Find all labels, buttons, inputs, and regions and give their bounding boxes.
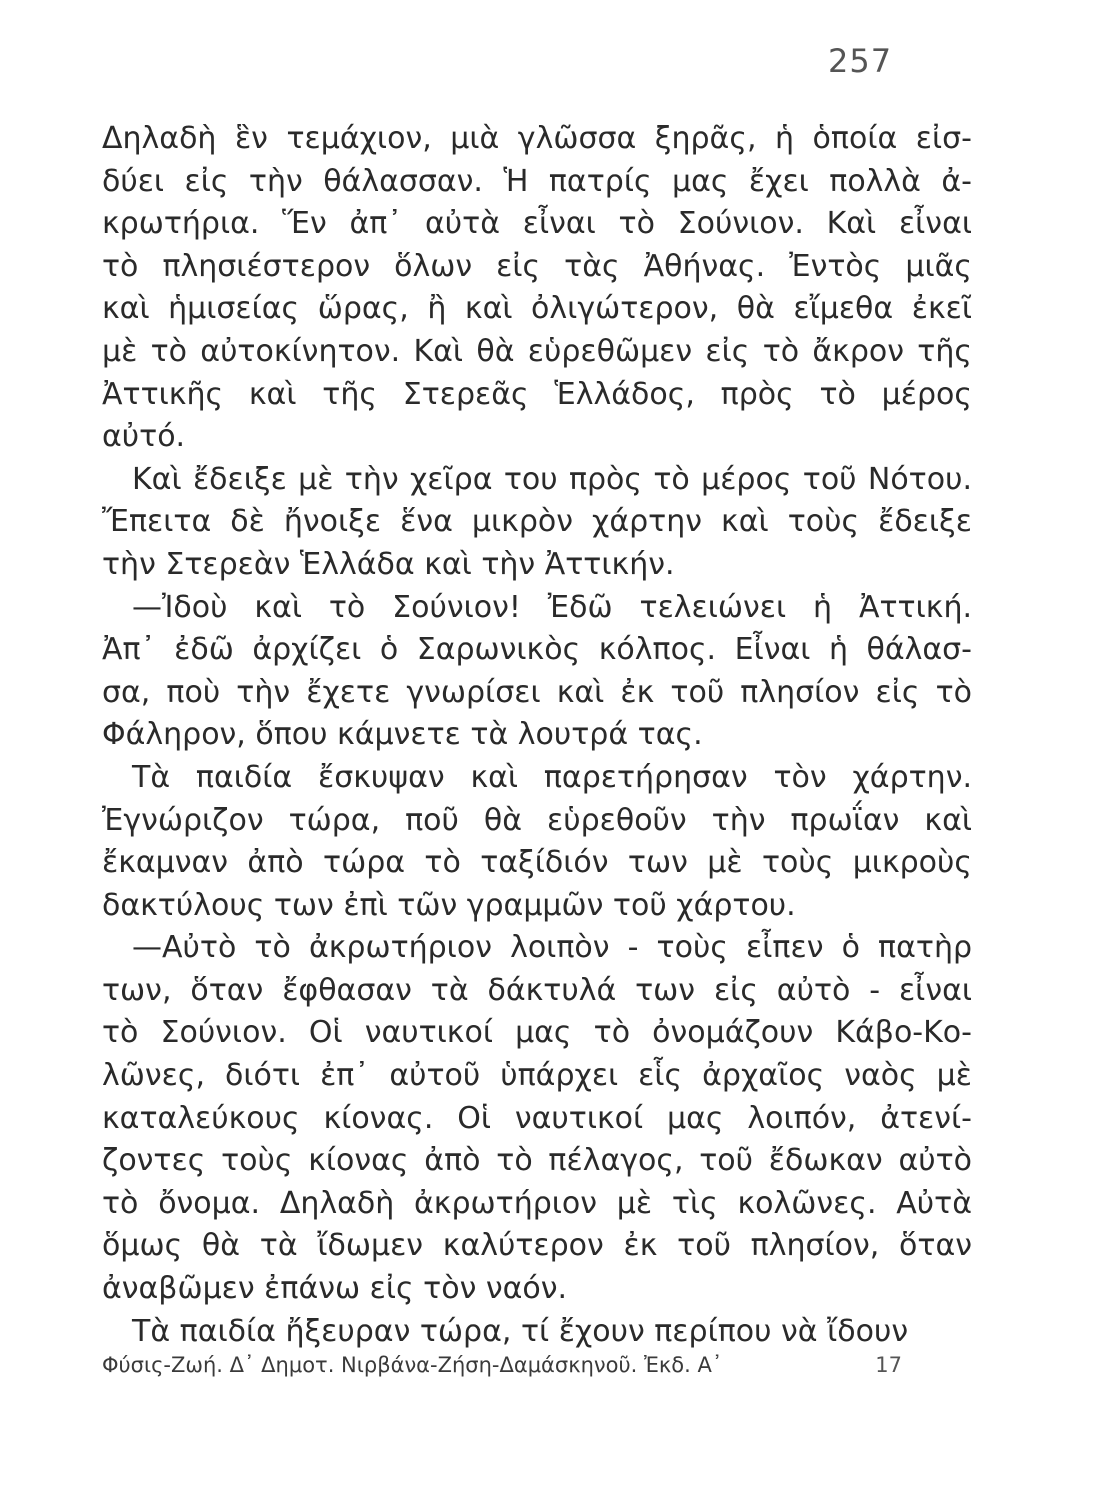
text-line: —Ἰδοὺ καὶ τὸ Σούνιον! Ἐδῶ τελειώνει ἡ Ἀττική. — [132, 589, 972, 625]
text-line: μὲ τὸ αὐτοκίνητον. Καὶ θὰ εὑρεθῶμεν εἰς τὸ ἄκρον τῆς — [102, 333, 972, 369]
text-line: αὐτό. — [102, 419, 186, 455]
text-line: Φάληρον, ὅπου κάμνετε τὰ λουτρά τας. — [102, 717, 703, 753]
text-line: τὴν Στερεὰν Ἑλλάδα καὶ τὴν Ἀττικήν. — [102, 546, 675, 582]
text-line: λῶνες, διότι ἐπ᾽ αὐτοῦ ὑπάρχει εἷς ἀρχαῖος ναὸς μὲ — [102, 1058, 972, 1094]
text-line: τὸ Σούνιον. Οἱ ναυτικοί μας τὸ ὀνομάζουν Κάβο-Κο- — [102, 1015, 972, 1051]
text-line: δύει εἰς τὴν θάλασσαν. Ἡ πατρίς μας ἔχει πολλὰ ἀ- — [102, 163, 972, 199]
footer-source: Φύσις-Ζωή. Δ᾽ Δημοτ. Νιρβάνα-Ζήση-Δαμάσκηνοῦ. Ἐκδ. Α᾽ — [102, 1353, 723, 1377]
page-number: 257 — [828, 42, 893, 80]
text-line: ἔκαμναν ἀπὸ τώρα τὸ ταξίδιόν των μὲ τοὺς μικροὺς — [102, 845, 972, 881]
text-line: καταλεύκους κίονας. Οἱ ναυτικοί μας λοιπόν, ἀτενί- — [102, 1100, 972, 1136]
body-text — [102, 118, 972, 1353]
footer-signature-number: 17 — [875, 1353, 902, 1377]
text-line: των, ὅταν ἔφθασαν τὰ δάκτυλά των εἰς αὐτὸ - εἶναι — [102, 972, 972, 1008]
text-line: Καὶ ἔδειξε μὲ τὴν χεῖρα του πρὸς τὸ μέρος τοῦ Νότου. — [132, 461, 972, 497]
text-line: Ἐγνώριζον τώρα, ποῦ θὰ εὑρεθοῦν τὴν πρωΐαν καὶ — [102, 802, 972, 838]
text-line: σα, ποὺ τὴν ἔχετε γνωρίσει καὶ ἐκ τοῦ πλησίον εἰς τὸ — [102, 674, 972, 710]
text-line: ζοντες τοὺς κίονας ἀπὸ τὸ πέλαγος, τοῦ ἔδωκαν αὐτὸ — [102, 1143, 972, 1179]
text-line: Ἀττικῆς καὶ τῆς Στερεᾶς Ἑλλάδος, πρὸς τὸ μέρος — [102, 376, 972, 412]
text-line: ἀναβῶμεν ἐπάνω εἰς τὸν ναόν. — [102, 1271, 568, 1307]
text-line: τὸ ὄνομα. Δηλαδὴ ἀκρωτήριον μὲ τὶς κολῶνες. Αὐτὰ — [102, 1185, 972, 1221]
text-line: δακτύλους των ἐπὶ τῶν γραμμῶν τοῦ χάρτου. — [102, 887, 796, 923]
text-line: Δηλαδὴ ἓν τεμάχιον, μιὰ γλῶσσα ξηρᾶς, ἡ ὁποία εἰσ- — [102, 121, 972, 156]
text-line: Τὰ παιδία ἔσκυψαν καὶ παρετήρησαν τὸν χάρτην. — [132, 759, 972, 795]
text-line: Ἀπ᾽ ἐδῶ ἀρχίζει ὁ Σαρωνικὸς κόλπος. Εἶναι ἡ θάλασ- — [102, 632, 972, 668]
page-footer — [102, 1353, 902, 1377]
text-line: τὸ πλησιέστερον ὅλων εἰς τὰς Ἀθήνας. Ἐντὸς μιᾶς — [102, 248, 972, 284]
text-line: Ἔπειτα δὲ ἤνοιξε ἕνα μικρὸν χάρτην καὶ τοὺς ἔδειξε — [102, 504, 972, 540]
text-line: Τὰ παιδία ἤξευραν τώρα, τί ἔχουν περίπου νὰ ἴδουν — [132, 1313, 909, 1349]
text-line: καὶ ἡμισείας ὥρας, ἢ καὶ ὀλιγώτερον, θὰ εἴμεθα ἐκεῖ — [102, 291, 972, 327]
text-line: ὅμως θὰ τὰ ἴδωμεν καλύτερον ἐκ τοῦ πλησίον, ὅταν — [102, 1228, 972, 1264]
text-line: —Αὐτὸ τὸ ἀκρωτήριον λοιπὸν - τοὺς εἶπεν ὁ πατὴρ — [132, 930, 972, 966]
text-line: κρωτήρια. Ἕν ἀπ᾽ αὐτὰ εἶναι τὸ Σούνιον. Καὶ εἶναι — [102, 206, 972, 242]
